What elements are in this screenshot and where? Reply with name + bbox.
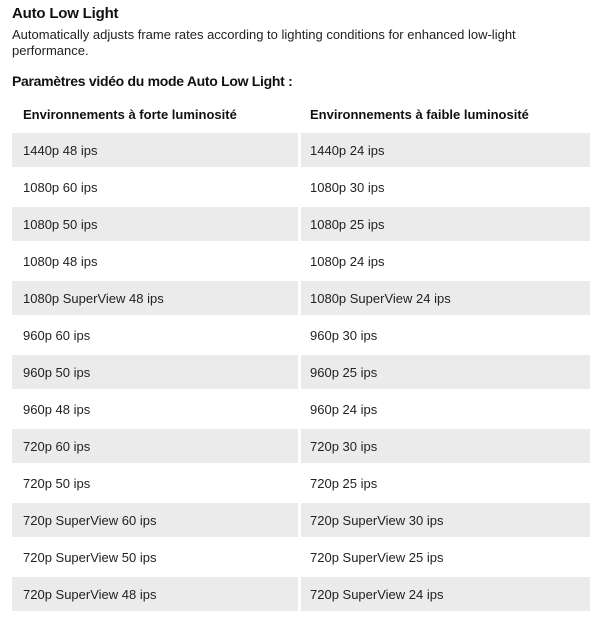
header-low-light-environments: Environnements à faible luminosité [310, 107, 529, 122]
cell-bright: 960p 48 ips [23, 401, 91, 417]
table-row [12, 207, 590, 241]
header-bright-environments: Environnements à forte luminosité [23, 107, 237, 122]
section-subtitle: Paramètres vidéo du mode Auto Low Light : [12, 73, 293, 89]
cell-low-light: 720p SuperView 30 ips [301, 503, 590, 537]
cell-bright: 720p SuperView 50 ips [23, 549, 157, 565]
cell-bright: 720p 50 ips [23, 475, 91, 491]
table-row [12, 281, 590, 315]
cell-bright: 720p SuperView 60 ips [12, 503, 298, 537]
table-row [12, 429, 590, 463]
cell-low-light: 720p 25 ips [310, 475, 378, 491]
cell-low-light: 1080p 24 ips [310, 253, 385, 269]
table-row [12, 466, 590, 500]
cell-bright: 1080p SuperView 48 ips [12, 281, 298, 315]
table-row [12, 318, 590, 352]
video-settings-table [12, 96, 590, 614]
cell-bright: 720p SuperView 48 ips [12, 577, 298, 611]
table-row [12, 577, 590, 611]
cell-bright: 960p 50 ips [12, 355, 298, 389]
cell-bright: 1440p 48 ips [12, 133, 298, 167]
table-row [12, 170, 590, 204]
table-row [12, 392, 590, 426]
cell-bright: 960p 60 ips [23, 327, 91, 343]
cell-low-light: 1080p 25 ips [301, 207, 590, 241]
cell-bright: 1080p 50 ips [12, 207, 298, 241]
table-row [12, 133, 590, 167]
cell-low-light: 1440p 24 ips [301, 133, 590, 167]
table-row [12, 244, 590, 278]
cell-bright: 1080p 48 ips [23, 253, 98, 269]
cell-low-light: 720p 30 ips [301, 429, 590, 463]
cell-low-light: 720p SuperView 25 ips [310, 549, 444, 565]
cell-low-light: 720p SuperView 24 ips [301, 577, 590, 611]
table-header-row [12, 96, 590, 133]
table-row [12, 355, 590, 389]
page-title: Auto Low Light [12, 5, 119, 22]
table-row [12, 540, 590, 574]
description-text: Automatically adjusts frame rates according to lighting conditions for enhanced low-light performance. [12, 27, 516, 58]
table-row [12, 503, 590, 537]
cell-low-light: 1080p 30 ips [310, 179, 385, 195]
cell-bright: 1080p 60 ips [23, 179, 98, 195]
cell-low-light: 960p 25 ips [301, 355, 590, 389]
cell-bright: 720p 60 ips [12, 429, 298, 463]
cell-low-light: 960p 24 ips [310, 401, 378, 417]
cell-low-light: 960p 30 ips [310, 327, 378, 343]
cell-low-light: 1080p SuperView 24 ips [301, 281, 590, 315]
